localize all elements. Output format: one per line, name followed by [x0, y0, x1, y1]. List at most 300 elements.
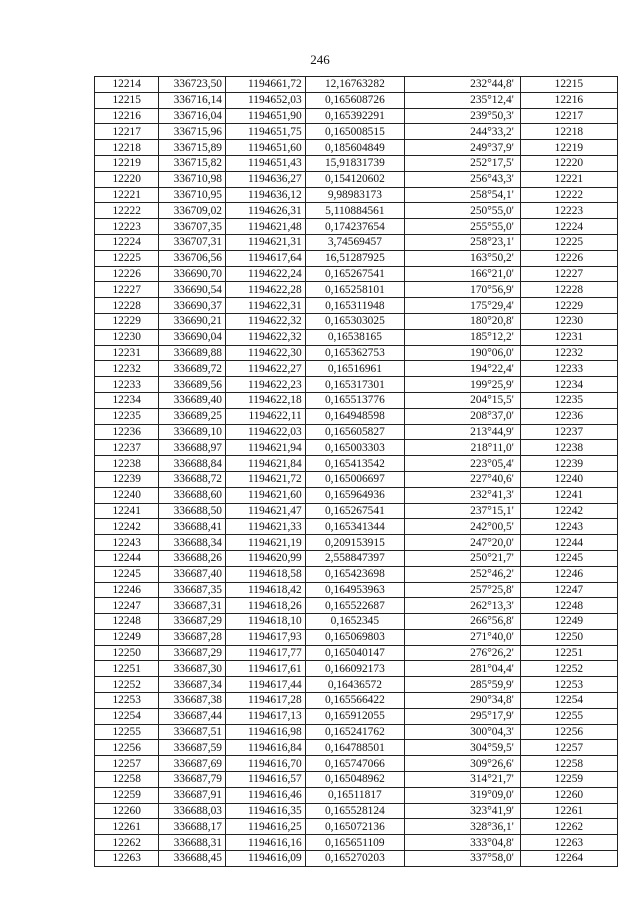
table-row — [95, 598, 618, 614]
next-point-cell: 12244 — [520, 535, 617, 551]
next-point-cell: 12233 — [520, 361, 617, 377]
direction-angle-cell: 281°04,4' — [405, 661, 521, 677]
table-row — [95, 693, 618, 709]
direction-angle-cell: 250°21,7' — [405, 550, 521, 566]
x-coordinate-cell: 336687,31 — [159, 598, 226, 614]
point-number-cell: 12235 — [95, 408, 159, 424]
point-number-cell: 12221 — [95, 187, 159, 203]
direction-angle-cell: 258°54,1' — [405, 187, 521, 203]
x-coordinate-cell: 336687,29 — [159, 645, 226, 661]
next-point-cell: 12229 — [520, 298, 617, 314]
table-row — [95, 440, 618, 456]
direction-angle-cell: 295°17,9' — [405, 708, 521, 724]
next-point-cell: 12240 — [520, 471, 617, 487]
point-number-cell: 12232 — [95, 361, 159, 377]
y-coordinate-cell: 1194620,99 — [226, 550, 306, 566]
segment-length-cell: 0,165267541 — [305, 503, 404, 519]
segment-length-cell: 0,165040147 — [305, 645, 404, 661]
direction-angle-cell: 262°13,3' — [405, 598, 521, 614]
point-number-cell: 12243 — [95, 535, 159, 551]
y-coordinate-cell: 1194622,18 — [226, 392, 306, 408]
table-row — [95, 519, 618, 535]
direction-angle-cell: 333°04,8' — [405, 835, 521, 851]
segment-length-cell: 0,165241762 — [305, 724, 404, 740]
y-coordinate-cell: 1194652,03 — [226, 92, 306, 108]
table-row — [95, 140, 618, 156]
table-row — [95, 329, 618, 345]
table-row — [95, 424, 618, 440]
y-coordinate-cell: 1194622,31 — [226, 298, 306, 314]
table-row — [95, 77, 618, 93]
direction-angle-cell: 285°59,9' — [405, 677, 521, 693]
point-number-cell: 12214 — [95, 77, 159, 93]
segment-length-cell: 0,165392291 — [305, 108, 404, 124]
direction-angle-cell: 290°34,8' — [405, 693, 521, 709]
segment-length-cell: 0,165413542 — [305, 456, 404, 472]
next-point-cell: 12227 — [520, 266, 617, 282]
table-row — [95, 535, 618, 551]
next-point-cell: 12228 — [520, 282, 617, 298]
point-number-cell: 12252 — [95, 677, 159, 693]
x-coordinate-cell: 336707,35 — [159, 219, 226, 235]
x-coordinate-cell: 336687,40 — [159, 566, 226, 582]
point-number-cell: 12228 — [95, 298, 159, 314]
direction-angle-cell: 271°40,0' — [405, 629, 521, 645]
next-point-cell: 12232 — [520, 345, 617, 361]
point-number-cell: 12247 — [95, 598, 159, 614]
x-coordinate-cell: 336688,03 — [159, 803, 226, 819]
table-row — [95, 645, 618, 661]
point-number-cell: 12225 — [95, 250, 159, 266]
table-row — [95, 313, 618, 329]
point-number-cell: 12249 — [95, 629, 159, 645]
next-point-cell: 12258 — [520, 756, 617, 772]
x-coordinate-cell: 336688,97 — [159, 440, 226, 456]
table-row — [95, 171, 618, 187]
y-coordinate-cell: 1194636,12 — [226, 187, 306, 203]
next-point-cell: 12236 — [520, 408, 617, 424]
x-coordinate-cell: 336689,25 — [159, 408, 226, 424]
direction-angle-cell: 190°06,0' — [405, 345, 521, 361]
segment-length-cell: 0,165912055 — [305, 708, 404, 724]
point-number-cell: 12227 — [95, 282, 159, 298]
direction-angle-cell: 175°29,4' — [405, 298, 521, 314]
y-coordinate-cell: 1194616,70 — [226, 756, 306, 772]
direction-angle-cell: 232°44,8' — [405, 77, 521, 93]
direction-angle-cell: 237°15,1' — [405, 503, 521, 519]
direction-angle-cell: 257°25,8' — [405, 582, 521, 598]
next-point-cell: 12261 — [520, 803, 617, 819]
direction-angle-cell: 223°05,4' — [405, 456, 521, 472]
x-coordinate-cell: 336688,45 — [159, 851, 226, 867]
y-coordinate-cell: 1194622,27 — [226, 361, 306, 377]
y-coordinate-cell: 1194622,23 — [226, 377, 306, 393]
point-number-cell: 12242 — [95, 519, 159, 535]
next-point-cell: 12241 — [520, 487, 617, 503]
y-coordinate-cell: 1194617,44 — [226, 677, 306, 693]
x-coordinate-cell: 336688,31 — [159, 835, 226, 851]
y-coordinate-cell: 1194661,72 — [226, 77, 306, 93]
x-coordinate-cell: 336687,30 — [159, 661, 226, 677]
next-point-cell: 12249 — [520, 614, 617, 630]
segment-length-cell: 0,165362753 — [305, 345, 404, 361]
segment-length-cell: 0,165048962 — [305, 772, 404, 788]
table-row — [95, 661, 618, 677]
segment-length-cell: 0,154120602 — [305, 171, 404, 187]
table-row — [95, 851, 618, 867]
point-number-cell: 12241 — [95, 503, 159, 519]
next-point-cell: 12230 — [520, 313, 617, 329]
segment-length-cell: 0,165605827 — [305, 424, 404, 440]
y-coordinate-cell: 1194622,03 — [226, 424, 306, 440]
direction-angle-cell: 239°50,3' — [405, 108, 521, 124]
next-point-cell: 12234 — [520, 377, 617, 393]
table-row — [95, 803, 618, 819]
segment-length-cell: 0,165964936 — [305, 487, 404, 503]
next-point-cell: 12222 — [520, 187, 617, 203]
y-coordinate-cell: 1194618,10 — [226, 614, 306, 630]
direction-angle-cell: 199°25,9' — [405, 377, 521, 393]
direction-angle-cell: 227°40,6' — [405, 471, 521, 487]
x-coordinate-cell: 336715,82 — [159, 155, 226, 171]
direction-angle-cell: 258°23,1' — [405, 234, 521, 250]
direction-angle-cell: 266°56,8' — [405, 614, 521, 630]
direction-angle-cell: 276°26,2' — [405, 645, 521, 661]
y-coordinate-cell: 1194622,11 — [226, 408, 306, 424]
segment-length-cell: 0,165006697 — [305, 471, 404, 487]
table-row — [95, 124, 618, 140]
next-point-cell: 12231 — [520, 329, 617, 345]
y-coordinate-cell: 1194622,30 — [226, 345, 306, 361]
table-row — [95, 819, 618, 835]
y-coordinate-cell: 1194616,98 — [226, 724, 306, 740]
y-coordinate-cell: 1194621,33 — [226, 519, 306, 535]
y-coordinate-cell: 1194618,58 — [226, 566, 306, 582]
point-number-cell: 12222 — [95, 203, 159, 219]
point-number-cell: 12262 — [95, 835, 159, 851]
next-point-cell: 12263 — [520, 835, 617, 851]
point-number-cell: 12229 — [95, 313, 159, 329]
segment-length-cell: 0,16516961 — [305, 361, 404, 377]
y-coordinate-cell: 1194616,84 — [226, 740, 306, 756]
y-coordinate-cell: 1194616,57 — [226, 772, 306, 788]
point-number-cell: 12239 — [95, 471, 159, 487]
next-point-cell: 12216 — [520, 92, 617, 108]
table-row — [95, 550, 618, 566]
next-point-cell: 12218 — [520, 124, 617, 140]
segment-length-cell: 0,165258101 — [305, 282, 404, 298]
y-coordinate-cell: 1194617,61 — [226, 661, 306, 677]
segment-length-cell: 0,165341344 — [305, 519, 404, 535]
next-point-cell: 12235 — [520, 392, 617, 408]
table-row — [95, 487, 618, 503]
x-coordinate-cell: 336688,60 — [159, 487, 226, 503]
x-coordinate-cell: 336710,98 — [159, 171, 226, 187]
segment-length-cell: 0,164953963 — [305, 582, 404, 598]
point-number-cell: 12254 — [95, 708, 159, 724]
table-row — [95, 582, 618, 598]
next-point-cell: 12247 — [520, 582, 617, 598]
next-point-cell: 12252 — [520, 661, 617, 677]
point-number-cell: 12233 — [95, 377, 159, 393]
next-point-cell: 12250 — [520, 629, 617, 645]
point-number-cell: 12223 — [95, 219, 159, 235]
x-coordinate-cell: 336707,31 — [159, 234, 226, 250]
table-row — [95, 282, 618, 298]
direction-angle-cell: 309°26,6' — [405, 756, 521, 772]
direction-angle-cell: 252°46,2' — [405, 566, 521, 582]
coordinates-table — [94, 76, 618, 867]
point-number-cell: 12246 — [95, 582, 159, 598]
coordinates-table-body — [95, 77, 618, 867]
next-point-cell: 12219 — [520, 140, 617, 156]
point-number-cell: 12231 — [95, 345, 159, 361]
table-row — [95, 250, 618, 266]
x-coordinate-cell: 336715,89 — [159, 140, 226, 156]
segment-length-cell: 3,74569457 — [305, 234, 404, 250]
segment-length-cell: 0,165747066 — [305, 756, 404, 772]
point-number-cell: 12263 — [95, 851, 159, 867]
y-coordinate-cell: 1194622,28 — [226, 282, 306, 298]
segment-length-cell: 0,164948598 — [305, 408, 404, 424]
x-coordinate-cell: 336687,79 — [159, 772, 226, 788]
table-row — [95, 456, 618, 472]
table-row — [95, 708, 618, 724]
point-number-cell: 12237 — [95, 440, 159, 456]
direction-angle-cell: 194°22,4' — [405, 361, 521, 377]
direction-angle-cell: 337°58,0' — [405, 851, 521, 867]
x-coordinate-cell: 336688,50 — [159, 503, 226, 519]
direction-angle-cell: 180°20,8' — [405, 313, 521, 329]
segment-length-cell: 0,16511817 — [305, 787, 404, 803]
table-row — [95, 377, 618, 393]
next-point-cell: 12223 — [520, 203, 617, 219]
x-coordinate-cell: 336687,91 — [159, 787, 226, 803]
point-number-cell: 12224 — [95, 234, 159, 250]
direction-angle-cell: 247°20,0' — [405, 535, 521, 551]
y-coordinate-cell: 1194622,24 — [226, 266, 306, 282]
segment-length-cell: 0,165423698 — [305, 566, 404, 582]
segment-length-cell: 0,165522687 — [305, 598, 404, 614]
segment-length-cell: 0,165317301 — [305, 377, 404, 393]
x-coordinate-cell: 336688,84 — [159, 456, 226, 472]
point-number-cell: 12226 — [95, 266, 159, 282]
segment-length-cell: 0,165003303 — [305, 440, 404, 456]
segment-length-cell: 5,110884561 — [305, 203, 404, 219]
segment-length-cell: 0,16436572 — [305, 677, 404, 693]
segment-length-cell: 0,165303025 — [305, 313, 404, 329]
x-coordinate-cell: 336688,41 — [159, 519, 226, 535]
next-point-cell: 12226 — [520, 250, 617, 266]
segment-length-cell: 12,16763282 — [305, 77, 404, 93]
y-coordinate-cell: 1194651,60 — [226, 140, 306, 156]
table-row — [95, 298, 618, 314]
point-number-cell: 12245 — [95, 566, 159, 582]
x-coordinate-cell: 336689,56 — [159, 377, 226, 393]
point-number-cell: 12218 — [95, 140, 159, 156]
direction-angle-cell: 256°43,3' — [405, 171, 521, 187]
direction-angle-cell: 235°12,4' — [405, 92, 521, 108]
y-coordinate-cell: 1194622,32 — [226, 329, 306, 345]
table-row — [95, 677, 618, 693]
x-coordinate-cell: 336688,72 — [159, 471, 226, 487]
point-number-cell: 12234 — [95, 392, 159, 408]
next-point-cell: 12220 — [520, 155, 617, 171]
x-coordinate-cell: 336687,69 — [159, 756, 226, 772]
x-coordinate-cell: 336687,44 — [159, 708, 226, 724]
point-number-cell: 12220 — [95, 171, 159, 187]
point-number-cell: 12238 — [95, 456, 159, 472]
next-point-cell: 12239 — [520, 456, 617, 472]
direction-angle-cell: 208°37,0' — [405, 408, 521, 424]
point-number-cell: 12257 — [95, 756, 159, 772]
segment-length-cell: 0,165311948 — [305, 298, 404, 314]
segment-length-cell: 0,1652345 — [305, 614, 404, 630]
segment-length-cell: 0,174237654 — [305, 219, 404, 235]
y-coordinate-cell: 1194651,90 — [226, 108, 306, 124]
direction-angle-cell: 232°41,3' — [405, 487, 521, 503]
x-coordinate-cell: 336716,14 — [159, 92, 226, 108]
segment-length-cell: 0,165528124 — [305, 803, 404, 819]
next-point-cell: 12248 — [520, 598, 617, 614]
direction-angle-cell: 323°41,9' — [405, 803, 521, 819]
point-number-cell: 12256 — [95, 740, 159, 756]
direction-angle-cell: 252°17,5' — [405, 155, 521, 171]
next-point-cell: 12246 — [520, 566, 617, 582]
x-coordinate-cell: 336710,95 — [159, 187, 226, 203]
y-coordinate-cell: 1194617,93 — [226, 629, 306, 645]
x-coordinate-cell: 336690,54 — [159, 282, 226, 298]
next-point-cell: 12255 — [520, 708, 617, 724]
x-coordinate-cell: 336690,37 — [159, 298, 226, 314]
table-row — [95, 187, 618, 203]
direction-angle-cell: 204°15,5' — [405, 392, 521, 408]
y-coordinate-cell: 1194621,94 — [226, 440, 306, 456]
next-point-cell: 12243 — [520, 519, 617, 535]
x-coordinate-cell: 336690,04 — [159, 329, 226, 345]
point-number-cell: 12255 — [95, 724, 159, 740]
y-coordinate-cell: 1194651,75 — [226, 124, 306, 140]
next-point-cell: 12225 — [520, 234, 617, 250]
y-coordinate-cell: 1194616,35 — [226, 803, 306, 819]
direction-angle-cell: 185°12,2' — [405, 329, 521, 345]
table-row — [95, 614, 618, 630]
table-row — [95, 219, 618, 235]
segment-length-cell: 0,165072136 — [305, 819, 404, 835]
point-number-cell: 12253 — [95, 693, 159, 709]
table-row — [95, 835, 618, 851]
table-row — [95, 392, 618, 408]
segment-length-cell: 0,165566422 — [305, 693, 404, 709]
segment-length-cell: 2,558847397 — [305, 550, 404, 566]
next-point-cell: 12254 — [520, 693, 617, 709]
table-row — [95, 234, 618, 250]
y-coordinate-cell: 1194616,25 — [226, 819, 306, 835]
table-row — [95, 503, 618, 519]
segment-length-cell: 0,165270203 — [305, 851, 404, 867]
table-row — [95, 724, 618, 740]
table-row — [95, 629, 618, 645]
point-number-cell: 12260 — [95, 803, 159, 819]
y-coordinate-cell: 1194618,42 — [226, 582, 306, 598]
table-row — [95, 772, 618, 788]
segment-length-cell: 0,165008515 — [305, 124, 404, 140]
table-row — [95, 108, 618, 124]
x-coordinate-cell: 336689,10 — [159, 424, 226, 440]
direction-angle-cell: 170°56,9' — [405, 282, 521, 298]
next-point-cell: 12224 — [520, 219, 617, 235]
y-coordinate-cell: 1194618,26 — [226, 598, 306, 614]
x-coordinate-cell: 336715,96 — [159, 124, 226, 140]
point-number-cell: 12219 — [95, 155, 159, 171]
direction-angle-cell: 163°50,2' — [405, 250, 521, 266]
point-number-cell: 12240 — [95, 487, 159, 503]
point-number-cell: 12244 — [95, 550, 159, 566]
x-coordinate-cell: 336688,17 — [159, 819, 226, 835]
segment-length-cell: 0,165267541 — [305, 266, 404, 282]
table-row — [95, 345, 618, 361]
segment-length-cell: 0,16538165 — [305, 329, 404, 345]
x-coordinate-cell: 336716,04 — [159, 108, 226, 124]
x-coordinate-cell: 336688,34 — [159, 535, 226, 551]
next-point-cell: 12242 — [520, 503, 617, 519]
direction-angle-cell: 244°33,2' — [405, 124, 521, 140]
y-coordinate-cell: 1194626,31 — [226, 203, 306, 219]
direction-angle-cell: 250°55,0' — [405, 203, 521, 219]
x-coordinate-cell: 336723,50 — [159, 77, 226, 93]
y-coordinate-cell: 1194617,77 — [226, 645, 306, 661]
y-coordinate-cell: 1194622,32 — [226, 313, 306, 329]
segment-length-cell: 0,185604849 — [305, 140, 404, 156]
direction-angle-cell: 242°00,5' — [405, 519, 521, 535]
y-coordinate-cell: 1194616,16 — [226, 835, 306, 851]
table-row — [95, 566, 618, 582]
direction-angle-cell: 218°11,0' — [405, 440, 521, 456]
y-coordinate-cell: 1194617,64 — [226, 250, 306, 266]
table-row — [95, 471, 618, 487]
segment-length-cell: 16,51287925 — [305, 250, 404, 266]
table-row — [95, 203, 618, 219]
x-coordinate-cell: 336687,59 — [159, 740, 226, 756]
x-coordinate-cell: 336688,26 — [159, 550, 226, 566]
table-row — [95, 361, 618, 377]
x-coordinate-cell: 336690,70 — [159, 266, 226, 282]
x-coordinate-cell: 336687,28 — [159, 629, 226, 645]
point-number-cell: 12230 — [95, 329, 159, 345]
y-coordinate-cell: 1194621,60 — [226, 487, 306, 503]
y-coordinate-cell: 1194617,28 — [226, 693, 306, 709]
y-coordinate-cell: 1194621,84 — [226, 456, 306, 472]
x-coordinate-cell: 336687,35 — [159, 582, 226, 598]
next-point-cell: 12257 — [520, 740, 617, 756]
y-coordinate-cell: 1194621,19 — [226, 535, 306, 551]
table-row — [95, 408, 618, 424]
y-coordinate-cell: 1194636,27 — [226, 171, 306, 187]
segment-length-cell: 0,165608726 — [305, 92, 404, 108]
next-point-cell: 12245 — [520, 550, 617, 566]
direction-angle-cell: 255°55,0' — [405, 219, 521, 235]
table-row — [95, 155, 618, 171]
next-point-cell: 12221 — [520, 171, 617, 187]
next-point-cell: 12260 — [520, 787, 617, 803]
point-number-cell: 12251 — [95, 661, 159, 677]
table-row — [95, 787, 618, 803]
x-coordinate-cell: 336709,02 — [159, 203, 226, 219]
segment-length-cell: 0,165651109 — [305, 835, 404, 851]
table-row — [95, 266, 618, 282]
x-coordinate-cell: 336687,38 — [159, 693, 226, 709]
next-point-cell: 12259 — [520, 772, 617, 788]
